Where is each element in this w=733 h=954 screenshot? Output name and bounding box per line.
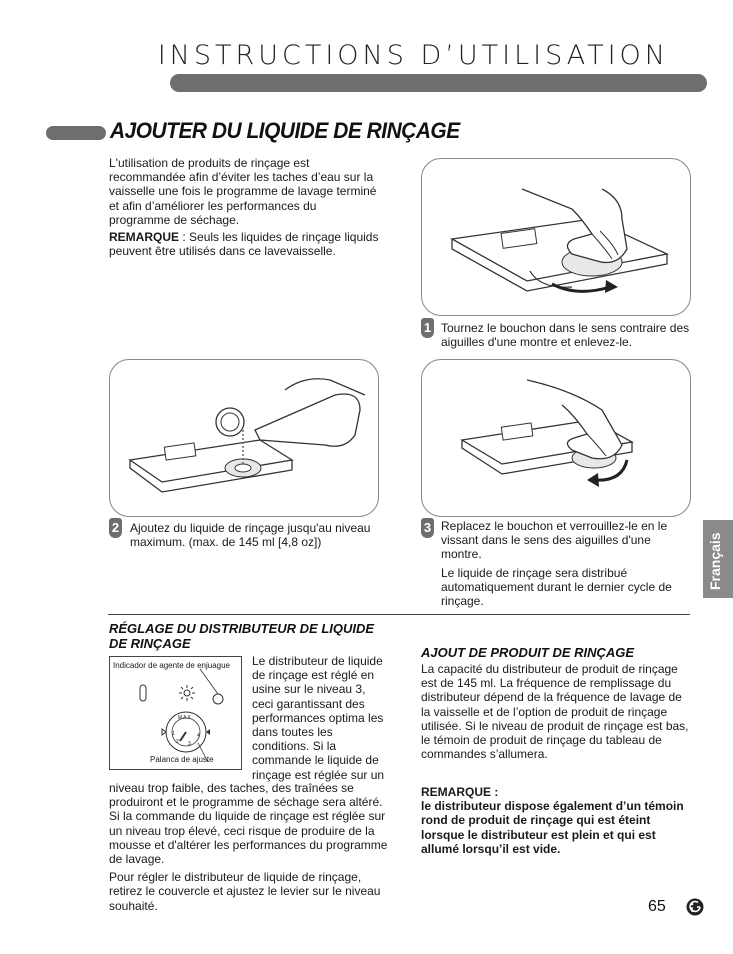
step-2-badge: 2 — [109, 518, 122, 538]
step-3-text-2: Le liquide de rinçage sera distribué automatiquement durant le dernier cycle de rinçage. — [441, 565, 672, 609]
header-bar — [170, 74, 707, 92]
refill-note-label: REMARQUE : — [421, 785, 499, 799]
adjust-text-final: Pour régler le distributeur de liquide de rinçage, retirez le couvercle et ajustez le levier sur le niveau souhaité. — [109, 870, 381, 913]
adjust-text-block — [109, 781, 391, 913]
language-tab-label: Français — [707, 532, 723, 590]
step-1-badge: 1 — [421, 318, 434, 338]
step-2-text: Ajoutez du liquide de rinçage jusqu'au niveau maximum. (max. de 145 ml [4,8 oz]) — [130, 521, 371, 550]
section-pill — [46, 126, 106, 140]
step-3-illustration — [421, 359, 691, 517]
dial-num-3: 3 — [188, 741, 191, 747]
page-header-title: INSTRUCTIONS D’UTILISATION — [157, 40, 669, 71]
dial-num-2: 2 — [176, 739, 179, 745]
diagram-label-lever: Palanca de ajuste — [150, 755, 214, 764]
dispenser-diagram — [109, 656, 242, 770]
adjust-text-continued: niveau trop faible, des taches, des traînées se produiront et le programme de séchage sera altéré. Si la commande du liquide de rinçage est réglée sur un niveau trop élevé, ceci risque de produire de la mousse et d'altérer les performances du programme de lavage. — [109, 781, 388, 867]
page-number: 65 — [648, 898, 666, 915]
language-tab — [703, 520, 733, 598]
refill-title: AJOUT DE PRODUIT DE RINÇAGE — [421, 645, 635, 660]
adjust-text-side: Le distributeur de liquide de rinçage est réglé en usine sur le niveau 3, ceci garantissant des performances optima les dans toutes les conditions. Si la commande le liquide de rinçage est réglée sur un — [252, 654, 385, 782]
intro-note — [109, 230, 379, 258]
section-title: AJOUTER DU LIQUIDE DE RINÇAGE — [110, 118, 460, 143]
section-divider — [108, 614, 690, 615]
diagram-label-indicator: Indicador de agente de enjuague — [113, 661, 230, 670]
step-3-badge: 3 — [421, 518, 434, 538]
step-1-text: Tournez le bouchon dans le sens contraire des aiguilles d'une montre et enlevez-le. — [441, 321, 690, 350]
refill-text: La capacité du distributeur de produit de rinçage est de 145 ml. La fréquence de remplissage du distributeur dépend de la fréquence de lavage de la vaisselle et de l’option de produit de rinçage utilisée. Si le niveau de produit de rinçage est bas, le témoin de produit de rinçage du tableau de commandes s’allumera. — [421, 662, 689, 762]
dial-num-4: 4 — [197, 733, 200, 739]
step-2-illustration — [109, 359, 379, 517]
refill-note — [421, 785, 693, 856]
refill-note-text: le distributeur dispose également d’un témoin rond de produit de rinçage qui est éteint lorsque le distributeur est plein et qui est allumé lorsqu’il est vide. — [421, 799, 684, 856]
dial-num-1: 1 — [172, 731, 175, 737]
dial-max-label: MAX — [178, 715, 192, 721]
adjust-title: RÉGLAGE DU DISTRIBUTEUR DE LIQUIDE DE RINÇAGE — [109, 621, 375, 651]
step-3-text-block — [441, 519, 691, 608]
lg-logo-icon — [686, 898, 704, 921]
intro-block — [109, 156, 379, 258]
step-3-text: Replacez le bouchon et verrouillez-le en le vissant dans le sens des aiguilles d'une montre. — [441, 519, 668, 562]
step-1-illustration — [421, 158, 691, 316]
intro-text: L'utilisation de produits de rinçage est recommandée afin d’éviter les taches d’eau sur la vaisselle une fois le programme de lavage terminé et afin d’améliorer les performances du programme de séchage. — [109, 156, 377, 227]
intro-note-label: REMARQUE — [109, 230, 180, 245]
intro-note-text: : Seuls les liquides de rinçage liquids peuvent être utilisés dans ce lavevaisselle. — [109, 230, 379, 259]
